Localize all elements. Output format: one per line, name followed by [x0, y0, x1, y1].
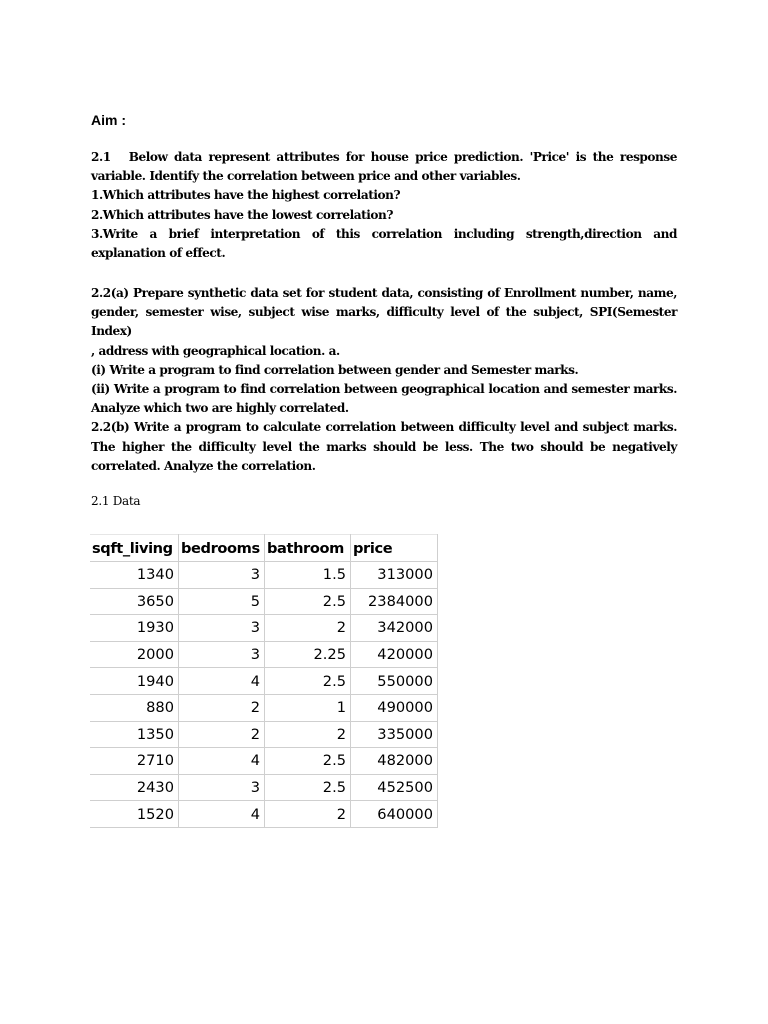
table-cell: 3	[179, 641, 265, 668]
table-cell: 2	[265, 721, 351, 748]
table-cell: 2.25	[265, 641, 351, 668]
table-cell: 2000	[90, 641, 179, 668]
question-2-2b-line-1: 2.2(b) Write a program to calculate correlation between difficulty level and subject marks.	[91, 420, 677, 435]
table-row	[90, 721, 438, 748]
table-cell: 2	[265, 801, 351, 828]
table-row	[90, 641, 438, 668]
table-cell: 1350	[90, 721, 179, 748]
table-header-row	[90, 535, 438, 562]
house-price-table	[90, 534, 438, 828]
table-cell: 420000	[351, 641, 438, 668]
question-2-1-text: Below data represent attributes for house price prediction. 'Price' is the response	[128, 150, 677, 164]
question-2-2a-line-2: gender, semester wise, subject wise marks, difficulty level of the subject, SPI(Semester Index)	[91, 305, 677, 339]
table-cell: 2.5	[265, 588, 351, 615]
table-cell: 1.5	[265, 562, 351, 589]
question-2-2b-line-3: correlated. Analyze the correlation.	[91, 458, 316, 473]
table-cell: 3	[179, 562, 265, 589]
question-2-2a-line-3: , address with geographical location. a.	[91, 343, 340, 358]
question-item-i: (i) Write a program to find correlation between gender and Semester marks.	[91, 362, 579, 377]
table-cell: 2710	[90, 748, 179, 775]
table-row	[90, 694, 438, 721]
question-item-3: 3.Write a brief interpretation of this correlation including strength,direction and	[91, 226, 677, 241]
table-cell: 482000	[351, 748, 438, 775]
data-section-label: 2.1 Data	[91, 494, 141, 508]
table-cell: 1940	[90, 668, 179, 695]
column-header: price	[351, 535, 438, 562]
aim-heading: Aim :	[91, 112, 126, 128]
table-row	[90, 562, 438, 589]
table-cell: 2.5	[265, 748, 351, 775]
table-cell: 550000	[351, 668, 438, 695]
table-cell: 2384000	[351, 588, 438, 615]
table-cell: 313000	[351, 562, 438, 589]
table-row	[90, 748, 438, 775]
table-cell: 5	[179, 588, 265, 615]
table-row	[90, 774, 438, 801]
table-body	[90, 562, 438, 828]
question-item-3-cont: explanation of effect.	[91, 246, 226, 261]
question-2-2a-line-1: 2.2(a) Prepare synthetic data set for student data, consisting of Enrollment number, name,	[91, 286, 677, 300]
table-cell: 1930	[90, 615, 179, 642]
table-row	[90, 588, 438, 615]
question-2-2	[91, 284, 677, 476]
table-cell: 490000	[351, 694, 438, 721]
question-2-1	[91, 148, 677, 263]
table-cell: 1340	[90, 562, 179, 589]
question-2-1-line-2: variable. Identify the correlation between price and other variables.	[91, 169, 521, 184]
table-cell: 4	[179, 801, 265, 828]
question-2-1-line-1	[91, 148, 677, 167]
table-cell: 335000	[351, 721, 438, 748]
table-row	[90, 615, 438, 642]
table-cell: 3	[179, 774, 265, 801]
question-item-ii: (ii) Write a program to find correlation between geographical location and semester marks.	[91, 382, 677, 397]
table-cell: 4	[179, 668, 265, 695]
table-cell: 2.5	[265, 668, 351, 695]
question-item-ii-cont: Analyze which two are highly correlated.	[91, 401, 349, 416]
table-cell: 1520	[90, 801, 179, 828]
column-header: sqft_living	[90, 535, 179, 562]
table-cell: 452500	[351, 774, 438, 801]
table-cell: 4	[179, 748, 265, 775]
column-header: bathroom	[265, 535, 351, 562]
table-cell: 880	[90, 694, 179, 721]
question-2-2b-line-2: The higher the difficulty level the marks should be less. The two should be negatively	[91, 439, 677, 454]
table-cell: 2430	[90, 774, 179, 801]
table-cell: 1	[265, 694, 351, 721]
question-item-1: 1.Which attributes have the highest correlation?	[91, 188, 401, 203]
table-cell: 2	[265, 615, 351, 642]
table-cell: 3650	[90, 588, 179, 615]
table-cell: 3	[179, 615, 265, 642]
table-row	[90, 801, 438, 828]
table-cell: 2	[179, 694, 265, 721]
question-item-2: 2.Which attributes have the lowest correlation?	[91, 207, 393, 222]
table-row	[90, 668, 438, 695]
table-cell: 2	[179, 721, 265, 748]
table-cell: 640000	[351, 801, 438, 828]
question-number: 2.1	[91, 150, 111, 164]
table-cell: 342000	[351, 615, 438, 642]
table-cell: 2.5	[265, 774, 351, 801]
column-header: bedrooms	[179, 535, 265, 562]
